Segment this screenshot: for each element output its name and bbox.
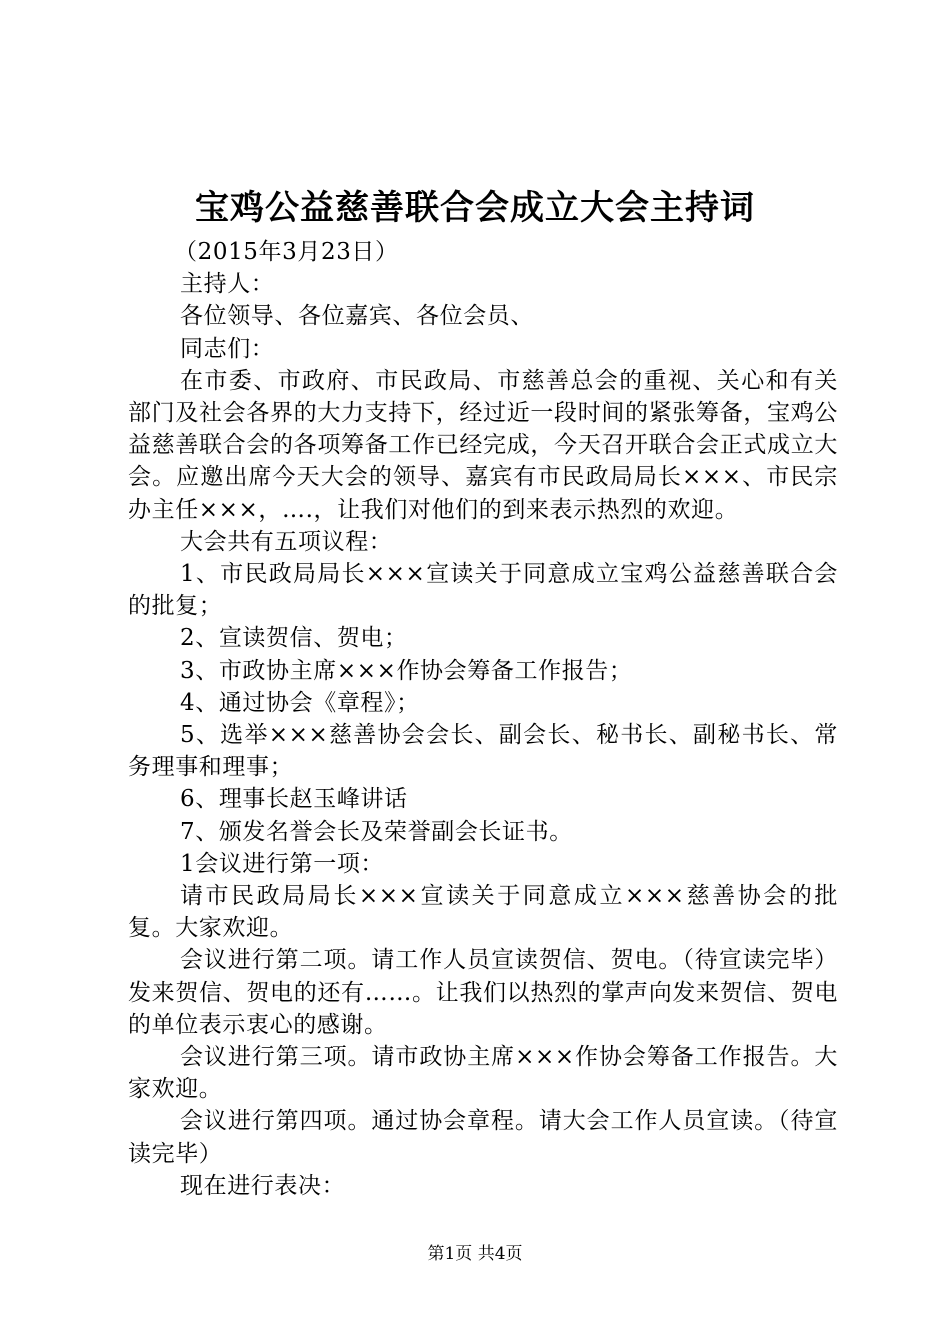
paragraph: 会议进行第三项。请市政协主席×××作协会筹备工作报告。大家欢迎。 [128, 1044, 838, 1103]
paragraph: 现在进行表决： [180, 1172, 346, 1199]
paragraph-item-one: 1会议进行第一项： [180, 850, 385, 877]
page-footer: 第1页 共4页 [427, 1244, 523, 1264]
agenda-item: 2、宣读贺信、贺电； [180, 625, 408, 652]
date-line: （2015年3月23日） [174, 239, 399, 265]
paragraph-agenda-intro: 大会共有五项议程： [180, 528, 393, 555]
document-body [128, 236, 838, 1202]
agenda-item: 7、颁发名誉会长及荣誉副会长证书。 [180, 818, 573, 845]
paragraph: 会议进行第二项。请工作人员宣读贺信、贺电。（待宣读完毕）发来贺信、贺电的还有……。让我们以热烈的掌声向发来贺信、贺电的单位表示衷心的感谢。 [128, 947, 838, 1038]
paragraph-host: 主持人： [180, 271, 275, 298]
paragraph-salutation: 各位领导、各位嘉宾、各位会员、 [180, 303, 534, 330]
paragraph-comrades: 同志们： [180, 335, 275, 362]
paragraph: 会议进行第四项。通过协会章程。请大会工作人员宣读。（待宣读完毕） [128, 1108, 838, 1167]
document-title: 宝鸡公益慈善联合会成立大会主持词 [195, 188, 755, 228]
paragraph-opening: 在市委、市政府、市民政局、市慈善总会的重视、关心和有关部门及社会各界的大力支持下，经过近一段时间的紧张筹备，宝鸡公益慈善联合会的各项筹备工作已经完成，今天召开联合会正式成立大会。应邀出席今天大会的领导、嘉宾有市民政局局长×××、市民宗办主任×××，….，让我们对他们的到来表示热烈的欢迎。 [128, 367, 838, 523]
agenda-item: 5、选举×××慈善协会会长、副会长、秘书长、副秘书长、常务理事和理事； [128, 722, 838, 781]
agenda-item: 6、理事长赵玉峰讲话 [180, 786, 408, 813]
agenda-item: 1、市民政局局长×××宣读关于同意成立宝鸡公益慈善联合会的批复； [128, 561, 838, 620]
paragraph: 请市民政局局长×××宣读关于同意成立×××慈善协会的批复。大家欢迎。 [128, 883, 838, 942]
agenda-item: 4、通过协会《章程》； [180, 689, 420, 716]
agenda-item: 3、市政协主席×××作协会筹备工作报告； [180, 657, 633, 684]
